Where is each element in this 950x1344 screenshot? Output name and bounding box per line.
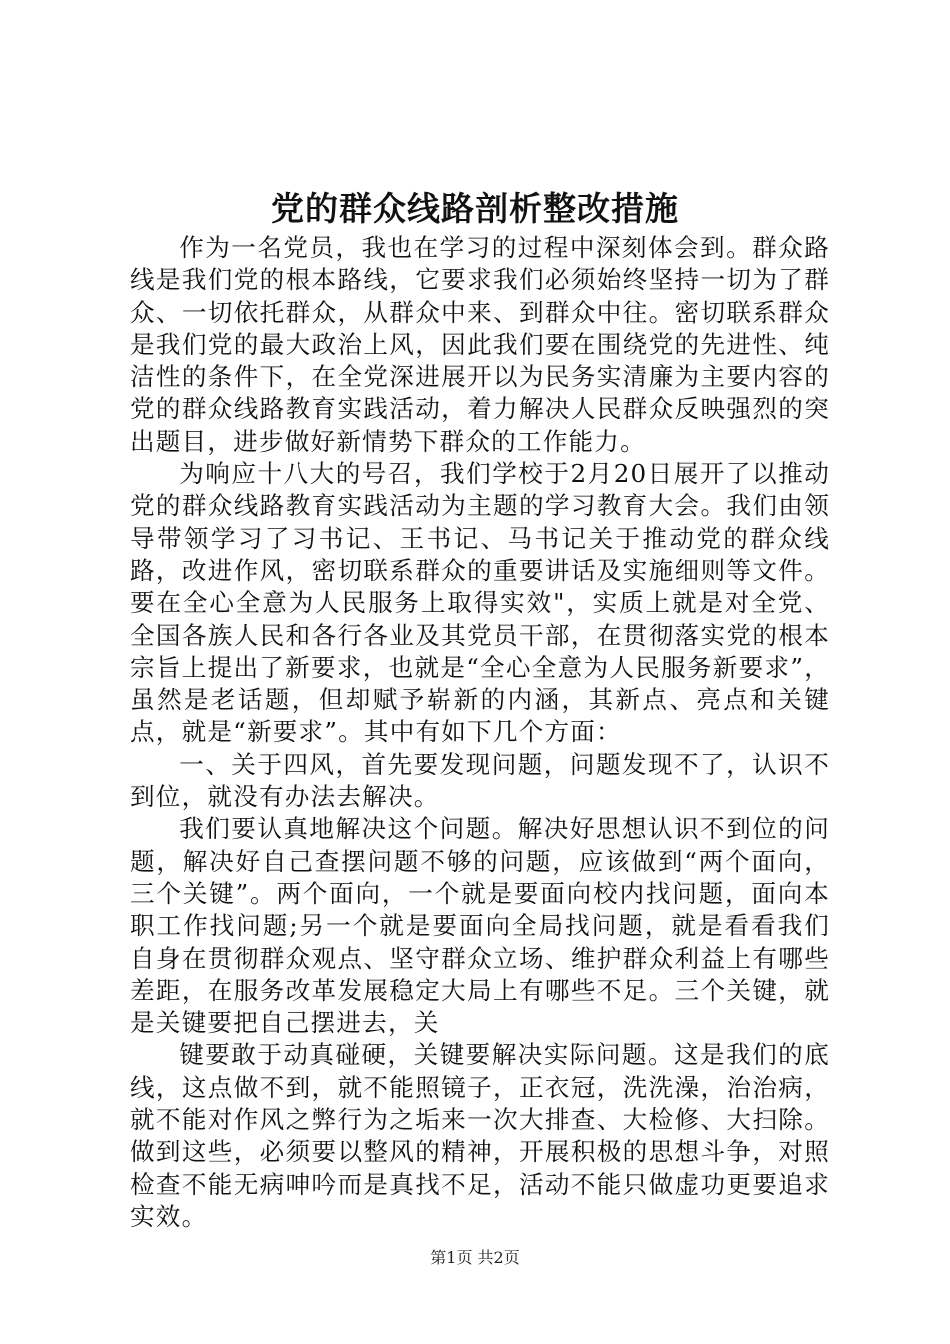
paragraph-4: 我们要认真地解决这个问题。解决好思想认识不到位的问题，解决好自己查摆问题不够的问题，应该做到“两个面向，三个关键”。两个面向，一个就是要面向校内找问题，面向本职工作找问题;另一个就是要面向全局找问题，就是看看我们自身在贯彻群众观点、坚守群众立场、维护群众利益上有哪些差距，在服务改革发展稳定大局上有哪些不足。三个关键，就是关键要把自己摆进去，关 (130, 814, 830, 1038)
paragraph-5: 键要敢于动真碰硬，关键要解决实际问题。这是我们的底线，这点做不到，就不能照镜子，正衣冠，洗洗澡，治治病，就不能对作风之弊行为之垢来一次大排查、大检修、大扫除。做到这些，必须要以整风的精神，开展积极的思想斗争，对照检查不能无病呻吟而是真找不足，活动不能只做虚功更要追求实效。 (130, 1040, 830, 1231)
document-body (130, 232, 830, 1233)
document-title: 党的群众线路剖析整改措施 (271, 189, 679, 228)
paragraph-1: 作为一名党员，我也在学习的过程中深刻体会到。群众路线是我们党的根本路线，它要求我们必须始终坚持一切为了群众、一切依托群众，从群众中来、到群众中往。密切联系群众是我们党的最大政治上风，因此我们要在围绕党的先进性、纯洁性的条件下，在全党深进展开以为民务实清廉为主要内容的党的群众线路教育实践活动，着力解决人民群众反映强烈的突出题目，进步做好新情势下群众的工作能力。 (130, 233, 830, 456)
paragraph-2: 为响应十八大的号召，我们学校于2月20日展开了以推动党的群众线路教育实践活动为主题的学习教育大会。我们由领导带领学习了习书记、王书记、马书记关于推动党的群众线路，改进作风，密切联系群众的重要讲话及实施细则等文件。要在全心全意为人民服务上取得实效"，实质上就是对全党、全国各族人民和各行各业及其党员干部，在贯彻落实党的根本宗旨上提出了新要求，也就是“全心全意为人民服务新要求”，虽然是老话题，但却赋予崭新的内涵，其新点、亮点和关键点，就是“新要求”。其中有如下几个方面： (130, 459, 830, 747)
paragraph-3: 一、关于四风，首先要发现问题，问题发现不了，认识不到位，就没有办法去解决。 (130, 749, 830, 812)
page-footer: 第1页 共2页 (430, 1248, 520, 1267)
